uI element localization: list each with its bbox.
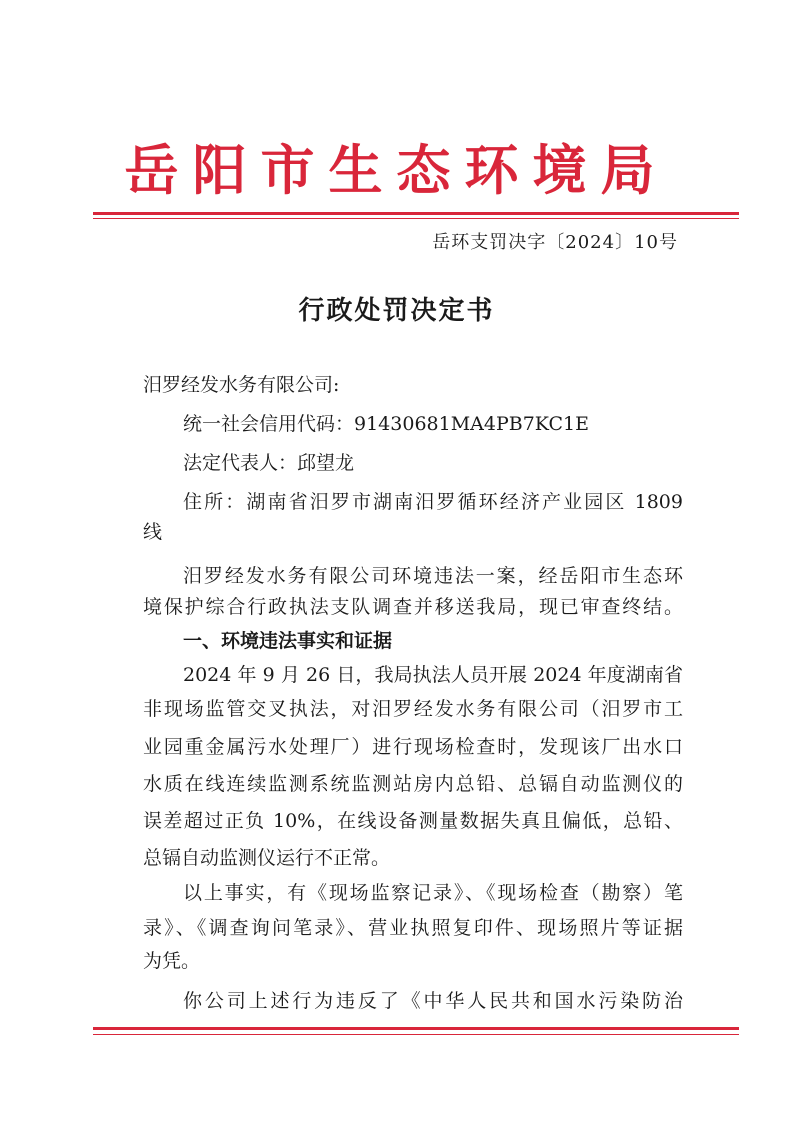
intro-line-2: 境保护综合行政执法支队调查并移送我局，现已审查终结。	[143, 596, 683, 618]
evidence-line-3: 为凭。	[143, 950, 201, 972]
header-rule-thin	[93, 218, 739, 219]
facts-line-6: 总镉自动监测仪运行不正常。	[143, 847, 391, 869]
facts-line-2: 非现场监管交叉执法，对汨罗经发水务有限公司（汨罗市工	[143, 698, 683, 720]
address-line-1: 住所：湖南省汨罗市湖南汨罗循环经济产业园区 1809	[183, 491, 683, 513]
facts-line-4: 水质在线连续监测系统监测站房内总铅、总镉自动监测仪的	[143, 773, 683, 795]
evidence-line-2: 录》、《调查询问笔录》、营业执照复印件、现场照片等证据	[143, 917, 683, 939]
facts-line-1: 2024 年 9 月 26 日，我局执法人员开展 2024 年度湖南省	[183, 664, 683, 686]
credit-code: 统一社会信用代码：91430681MA4PB7KC1E	[183, 413, 589, 435]
header-rule-thick	[93, 212, 739, 215]
evidence-line-1: 以上事实，有《现场监察记录》、《现场检查（勘察）笔	[183, 882, 683, 904]
facts-line-3: 业园重金属污水处理厂）进行现场检查时，发现该厂出水口	[143, 736, 683, 758]
violation-line-1: 你公司上述行为违反了《中华人民共和国水污染防治	[183, 990, 683, 1012]
party-name: 汨罗经发水务有限公司:	[143, 374, 340, 396]
intro-line-1: 汨罗经发水务有限公司环境违法一案，经岳阳市生态环	[183, 565, 683, 587]
legal-representative: 法定代表人：邱望龙	[183, 452, 355, 474]
footer-rule-thick	[93, 1027, 739, 1030]
document-number: 岳环支罚决字〔2024〕10号	[432, 232, 678, 253]
footer-rule-thin	[93, 1034, 739, 1035]
section-heading: 一、环境违法事实和证据	[183, 630, 393, 652]
facts-line-5: 误差超过正负 10%，在线设备测量数据失真且偏低，总铅、	[143, 810, 683, 832]
document-title: 行政处罚决定书	[298, 296, 495, 326]
address-line-2: 线	[143, 521, 163, 543]
agency-letterhead: 岳阳市生态环境局	[124, 138, 669, 202]
